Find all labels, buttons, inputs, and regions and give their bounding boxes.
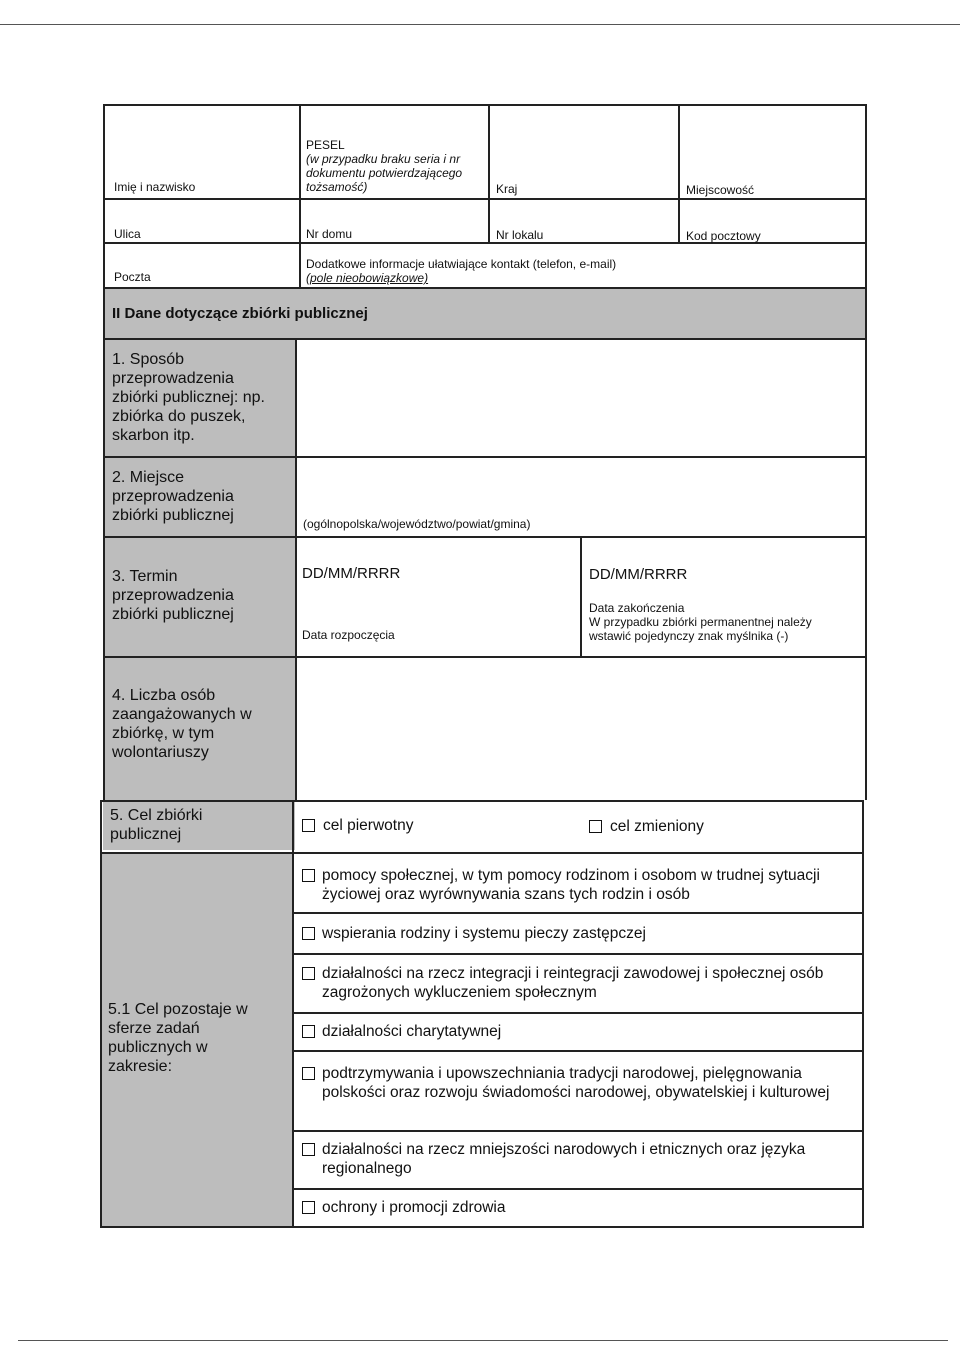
street-label: Ulica xyxy=(114,227,141,241)
goal-changed-option[interactable]: cel zmieniony xyxy=(589,817,704,836)
scope-option-integration[interactable]: działalności na rzecz integracji i reintegracji zawodowej i społecznej osób zagrożonych wykluczeniem społecznym xyxy=(302,964,842,1002)
scope-option-national-tradition[interactable]: podtrzymywania i upowszechniania tradycji narodowej, pielęgnowania polskości oraz rozwoju świadomości narodowej, obywatelskiej i kulturowej xyxy=(302,1064,842,1102)
house-number-label: Nr domu xyxy=(306,227,353,241)
place-label: 2. Miejsce przeprowadzenia zbiórki publicznej xyxy=(112,469,234,524)
checkbox[interactable] xyxy=(589,820,602,833)
flat-number-label: Nr lokalu xyxy=(496,228,544,242)
scope-option-health[interactable]: ochrony i promocji zdrowia xyxy=(302,1198,842,1217)
start-date-caption: Data rozpoczęcia xyxy=(302,628,395,642)
scope-option-social-aid[interactable]: pomocy społecznej, w tym pomocy rodzinom i osobom w trudnej sytuacji życiowej oraz wyrównywania szans tych rodzin i osób xyxy=(302,866,822,904)
end-date-format: DD/MM/RRRR xyxy=(589,566,688,583)
section-title: II Dane dotyczące zbiórki publicznej xyxy=(112,305,368,322)
pesel-note: (w przypadku braku seria i nr dokumentu potwierdzającego tożsamość) xyxy=(306,152,463,194)
post-office-label: Poczta xyxy=(114,270,151,284)
checkbox[interactable] xyxy=(302,1025,315,1038)
city-label: Miejscowość xyxy=(686,183,755,197)
start-date-format: DD/MM/RRRR xyxy=(302,565,401,582)
contact-note: (pole nieobowiązkowe) xyxy=(306,271,429,285)
pesel-label: PESEL xyxy=(306,138,345,152)
scope-option-family-support[interactable]: wspierania rodziny i systemu pieczy zastępczej xyxy=(302,924,842,943)
end-date-caption: Data zakończenia xyxy=(589,601,685,615)
term-label: 3. Termin przeprowadzenia zbiórki publicznej xyxy=(112,568,234,623)
checkbox[interactable] xyxy=(302,967,315,980)
checkbox[interactable] xyxy=(302,869,315,882)
scope-option-minorities[interactable]: działalności na rzecz mniejszości narodowych i etnicznych oraz języka regionalnego xyxy=(302,1140,842,1178)
checkbox[interactable] xyxy=(302,1067,315,1080)
scope-option-charity[interactable]: działalności charytatywnej xyxy=(302,1022,842,1041)
participants-label: 4. Liczba osób zaangażowanych w zbiórkę, w tym wolontariuszy xyxy=(112,687,252,761)
checkbox[interactable] xyxy=(302,927,315,940)
postcode-label: Kod pocztowy xyxy=(686,229,761,243)
name-label: Imię i nazwisko xyxy=(114,180,196,194)
checkbox[interactable] xyxy=(302,1143,315,1156)
country-label: Kraj xyxy=(496,182,518,196)
goal-primary-option[interactable]: cel pierwotny xyxy=(302,816,413,835)
place-hint: (ogólnopolska/województwo/powiat/gmina) xyxy=(303,517,531,531)
checkbox[interactable] xyxy=(302,819,315,832)
method-label: 1. Sposób przeprowadzenia zbiórki publicznej: np. zbiórka do puszek, skarbon itp. xyxy=(112,351,265,444)
goal-label: 5. Cel zbiórki publicznej xyxy=(110,807,203,843)
end-date-note: W przypadku zbiórki permanentnej należy wstawić pojedynczy znak myślnika (-) xyxy=(589,615,812,643)
scope-label: 5.1 Cel pozostaje w sferze zadań publicznych w zakresie: xyxy=(108,1001,248,1075)
contact-label: Dodatkowe informacje ułatwiające kontakt (telefon, e-mail) xyxy=(306,257,617,271)
bottom-rule xyxy=(18,1340,948,1341)
top-rule xyxy=(0,24,960,25)
checkbox[interactable] xyxy=(302,1201,315,1214)
